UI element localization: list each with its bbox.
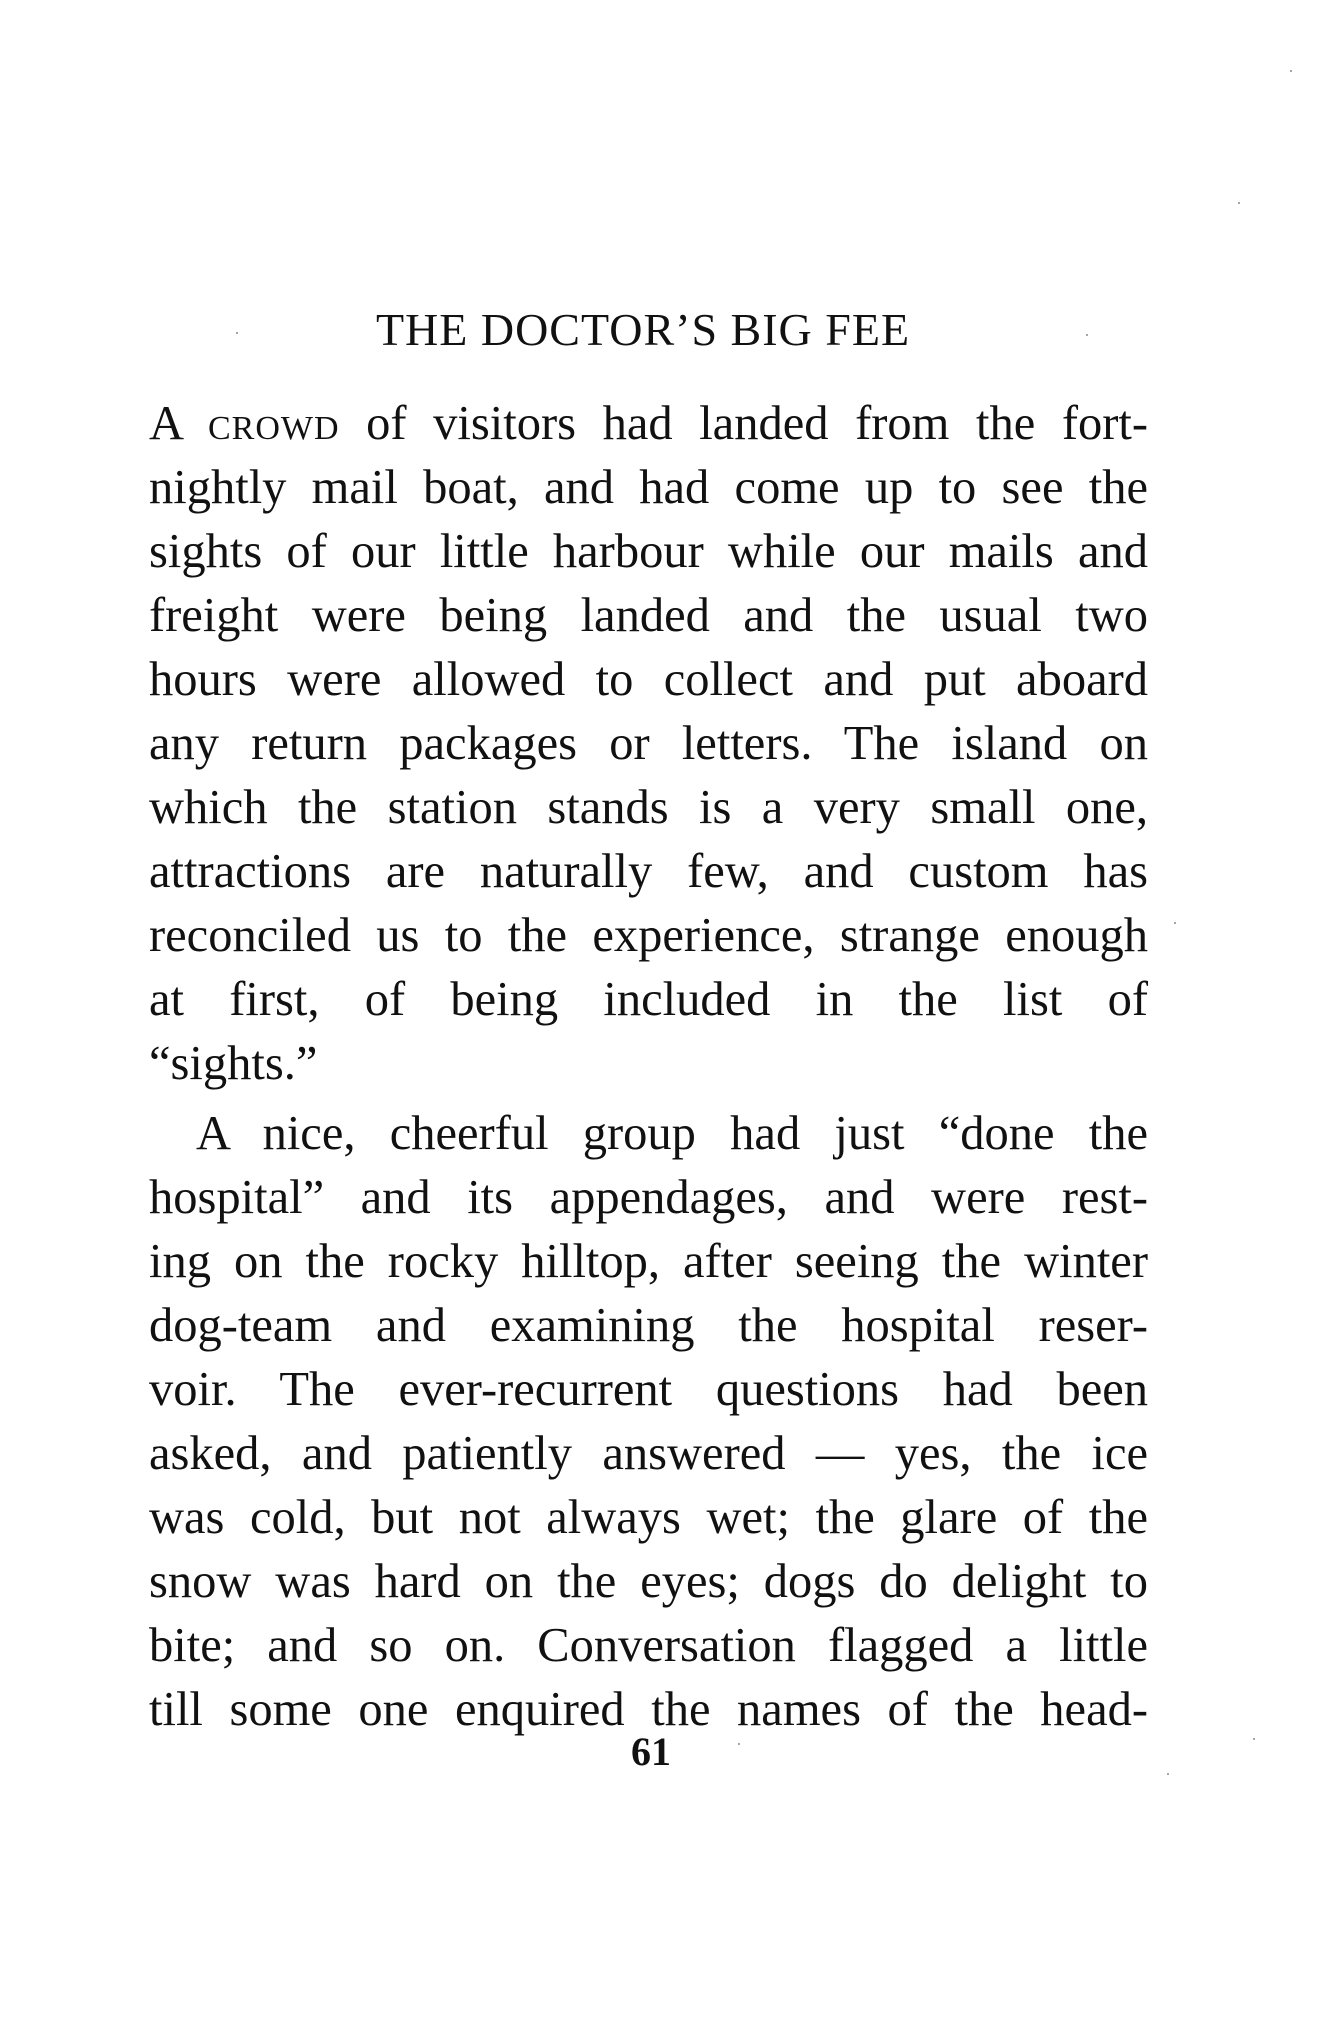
first-line-text: of visitors had landed from the fort-: [366, 397, 1148, 450]
paragraph-2-line-1: A nice, cheerful group had just “done the: [196, 1107, 1148, 1160]
paragraph-1-line-1: [149, 392, 1148, 456]
paragraph-1-line: reconciled us to the experience, strange enough: [149, 909, 1148, 962]
paragraph-1-line: attractions are naturally few, and custom has: [149, 845, 1148, 898]
paragraph-2-line: snow was hard on the eyes; dogs do delight to: [149, 1555, 1148, 1608]
paper-speck: [1238, 202, 1240, 204]
paper-speck: [1290, 70, 1292, 72]
paragraph-2-line: hospital” and its appendages, and were rest-: [149, 1171, 1148, 1224]
paper-speck: [236, 332, 238, 334]
paper-speck: [1086, 334, 1088, 336]
chapter-title-text: THE DOCTOR’S BIG FEE: [375, 304, 911, 355]
paragraph-2-line: ing on the rocky hilltop, after seeing the winter: [149, 1235, 1148, 1288]
opening-small-caps-word: crowd: [207, 397, 340, 450]
opening-letter: A: [149, 397, 182, 450]
paragraph-2-line: dog-team and examining the hospital reser-: [149, 1299, 1148, 1352]
paragraph-2-line: voir. The ever-recurrent questions had been: [149, 1363, 1148, 1416]
chapter-title: [0, 300, 1318, 360]
paragraph-2-line: bite; and so on. Conversation flagged a little: [149, 1619, 1148, 1672]
paper-speck: [738, 1743, 740, 1745]
paragraph-1-line: sights of our little harbour while our mails and: [149, 525, 1148, 578]
paper-speck: [1174, 922, 1176, 924]
paragraph-1-line: nightly mail boat, and had come up to see the: [149, 461, 1148, 514]
paragraph-2-line: was cold, but not always wet; the glare of the: [149, 1491, 1148, 1544]
paragraph-1-line: hours were allowed to collect and put aboard: [149, 653, 1148, 706]
paragraph-2-line: till some one enquired the names of the head-: [149, 1683, 1148, 1736]
paragraph-2-line: asked, and patiently answered — yes, the ice: [149, 1427, 1148, 1480]
paper-speck: [1167, 1773, 1169, 1775]
page-number: [0, 1727, 1318, 1777]
paper-speck: [1253, 1738, 1255, 1740]
paragraph-1-line: any return packages or letters. The island on: [149, 717, 1148, 770]
page-number-text: 61: [631, 1729, 671, 1774]
paragraph-1-line: which the station stands is a very small one,: [149, 781, 1148, 834]
paragraph-1-line: at first, of being included in the list of: [149, 973, 1148, 1026]
paragraph-1-line: freight were being landed and the usual two: [149, 589, 1148, 642]
paragraph-1-last-line: “sights.”: [149, 1037, 318, 1090]
